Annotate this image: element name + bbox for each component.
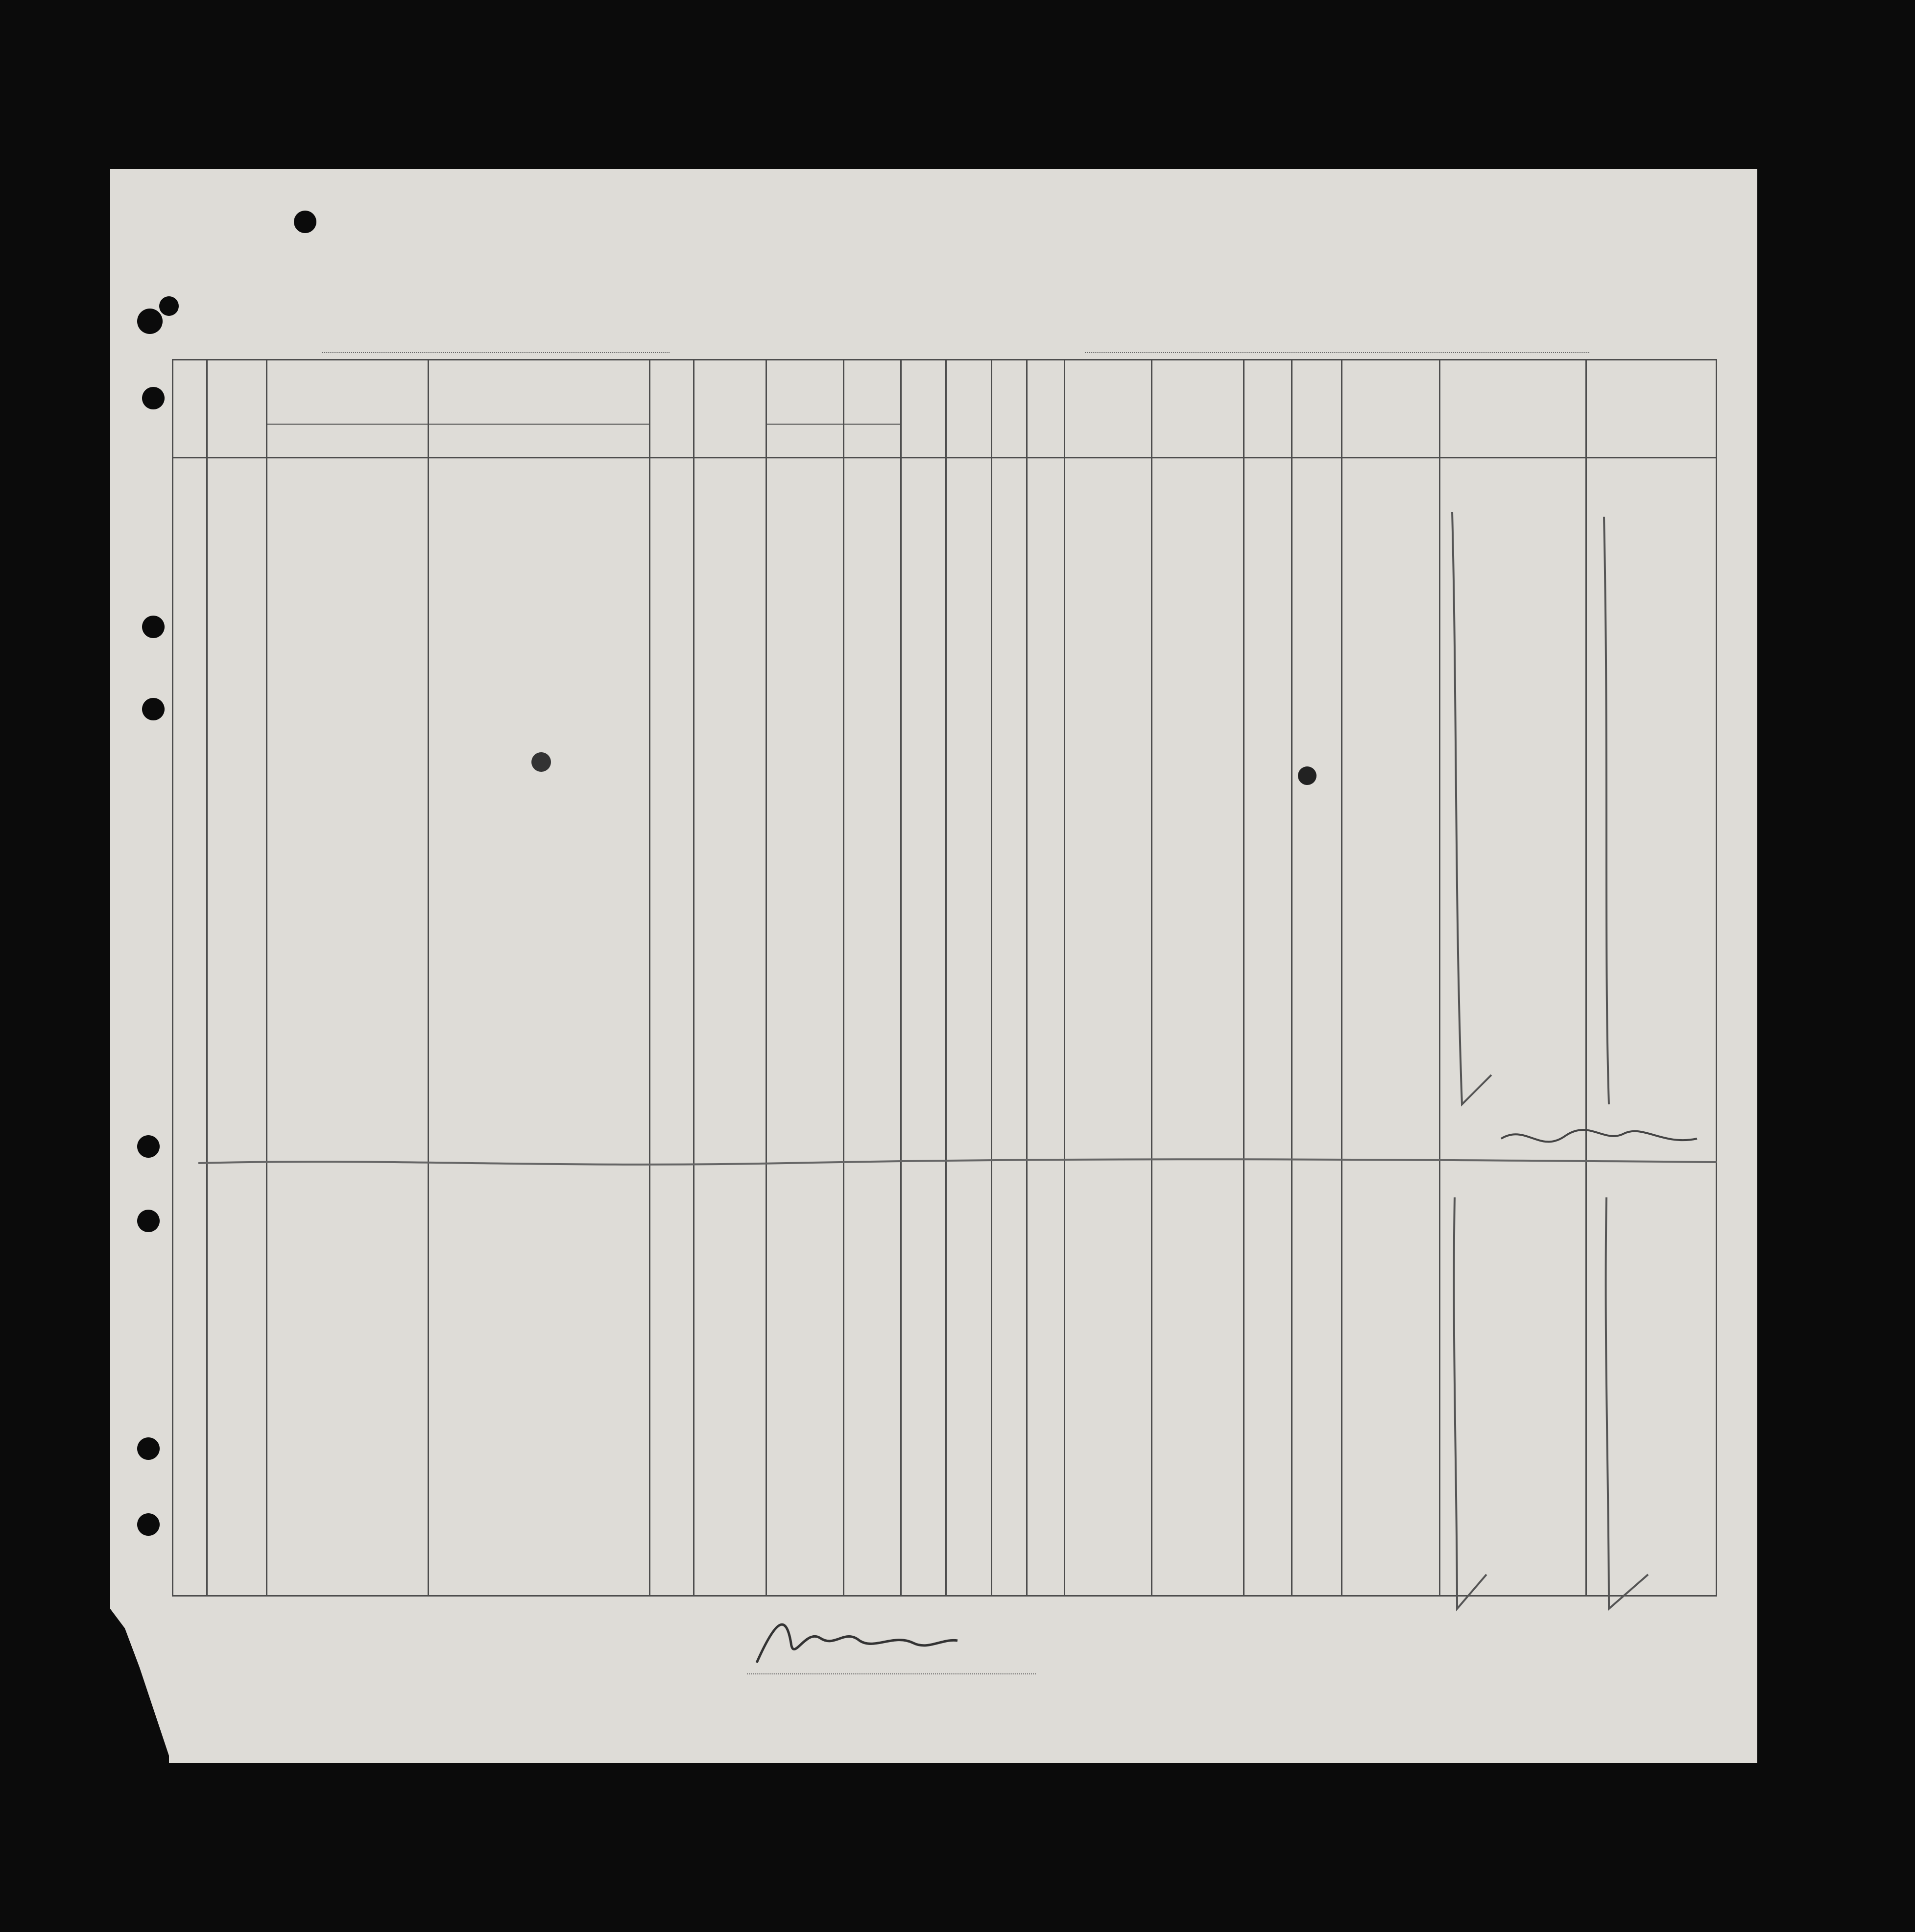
column-divider bbox=[1341, 359, 1342, 1597]
torn-corner bbox=[110, 1609, 169, 1763]
ink-blot bbox=[1298, 766, 1317, 785]
inspector-underline bbox=[747, 1672, 1036, 1674]
inspector-signature bbox=[747, 1609, 967, 1677]
action-bracket-1 bbox=[1599, 512, 1638, 1119]
column-divider bbox=[1439, 359, 1440, 1597]
column-divider bbox=[1151, 359, 1152, 1597]
column-divider bbox=[1064, 359, 1065, 1597]
name-subheader-rule bbox=[266, 424, 649, 425]
punch-hole bbox=[137, 1437, 160, 1460]
remark-bracket-2 bbox=[1442, 1193, 1506, 1633]
column-divider bbox=[428, 359, 429, 1597]
column-divider bbox=[945, 359, 947, 1597]
arrival-underline bbox=[1085, 351, 1589, 353]
manifest-sheet bbox=[110, 169, 1757, 1763]
column-divider bbox=[766, 359, 767, 1597]
column-divider bbox=[649, 359, 650, 1597]
column-divider bbox=[1585, 359, 1587, 1597]
column-divider bbox=[991, 359, 992, 1597]
column-divider bbox=[206, 359, 208, 1597]
punch-hole bbox=[159, 296, 179, 316]
punch-hole bbox=[137, 1513, 160, 1536]
punch-hole bbox=[294, 211, 316, 233]
punch-hole bbox=[142, 387, 165, 409]
column-divider bbox=[1026, 359, 1028, 1597]
punch-hole bbox=[137, 309, 163, 334]
column-divider bbox=[1291, 359, 1293, 1597]
column-divider bbox=[843, 359, 844, 1597]
punch-hole bbox=[142, 698, 165, 720]
table-top-border bbox=[172, 359, 1717, 360]
column-divider bbox=[900, 359, 902, 1597]
column-divider bbox=[172, 359, 173, 1597]
header-bottom-border bbox=[172, 457, 1717, 458]
punch-hole bbox=[142, 616, 165, 638]
remark-bracket-1 bbox=[1442, 507, 1506, 1124]
handwritten-scrawl bbox=[1496, 1124, 1702, 1158]
column-divider bbox=[693, 359, 694, 1597]
vessel-underline bbox=[322, 351, 670, 353]
punch-hole bbox=[137, 1135, 160, 1158]
column-divider bbox=[266, 359, 267, 1597]
sheet-number-block bbox=[1560, 206, 1575, 222]
column-divider bbox=[1716, 359, 1717, 1597]
shipped-subheader-rule bbox=[766, 424, 900, 425]
action-bracket-2 bbox=[1599, 1193, 1653, 1633]
punch-hole bbox=[137, 1210, 160, 1232]
ink-blot bbox=[531, 752, 551, 772]
column-divider bbox=[1243, 359, 1245, 1597]
